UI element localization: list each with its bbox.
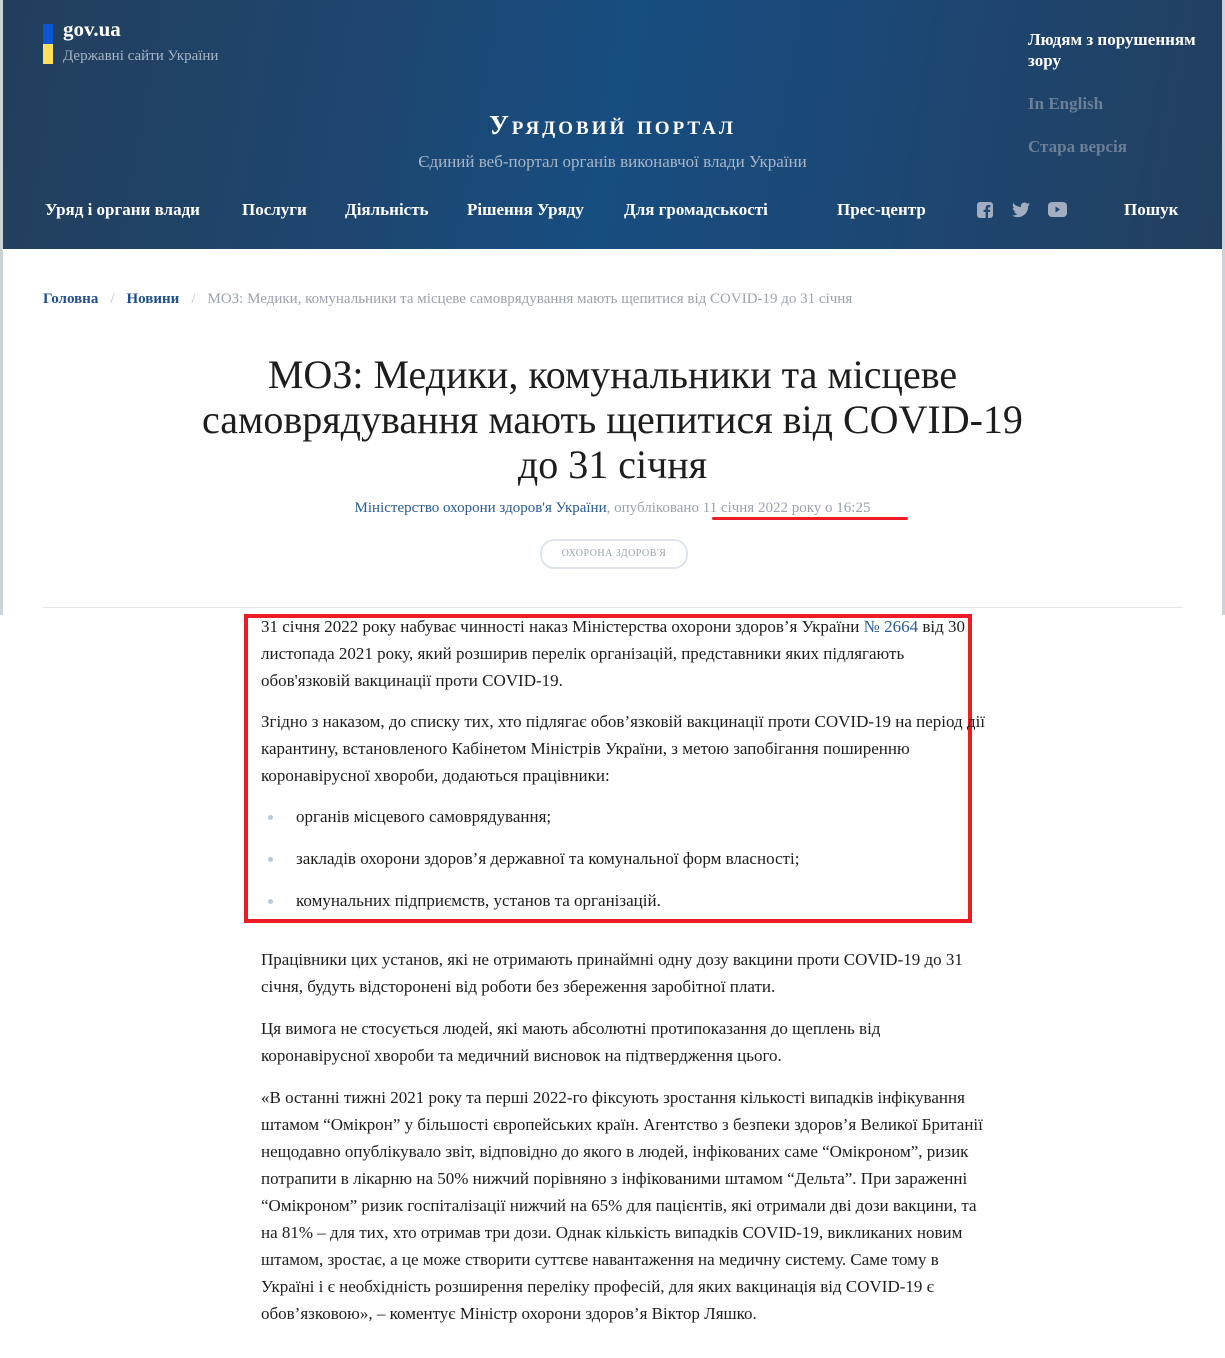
order-link[interactable]: № 2664 [863, 617, 919, 636]
paragraph-5: «В останні тижні 2021 року та перші 2022-го фіксують зростання кількості випадків інфікування штамом “Омікрон” у більшості європейських країн. Агентство з безпеки здоров’я Великої Британії нещодавно опублікувало звіт, відповідно до якого в людей, інфікованих саме “Омікроном”, ризик потрапити в лікарню на 50% нижчий порівняно з інфікованими штамом “Дельта”. При зараженні “Омікроном” ризик госпіталізації нижчий на 65% для пацієнтів, які отримали дві дози вакцини, та на 81% – для тих, хто отримав три дози. Однак кількість випадків COVID-19, викликаних новим штамом, зростає, а це може створити суттєве навантаження на медичну систему. Саме тому в Україні і є необхідність розширення переліку професій, для яких вакцинація від COVID-19 є обов’язковою», – коментує Міністр охорони здоров’я Віктор Ляшко. [261, 1088, 983, 1323]
list-item [261, 845, 991, 872]
brand-subtitle: Державні сайти України [63, 48, 219, 64]
nav-item-decisions[interactable]: Рішення Уряду [467, 200, 584, 219]
brand-name: gov.ua [63, 17, 121, 41]
english-link[interactable]: In English [1028, 94, 1104, 113]
nav-item-services[interactable]: Послуги [242, 200, 307, 219]
paragraph-4: Ця вимога не стосується людей, які мають абсолютні протипоказання до щеплень від коронавірусної хвороби та медичний висновок на підтвердження цього. [261, 1019, 881, 1065]
nav-item-government[interactable]: Уряд і органи влади [45, 200, 200, 219]
search-link[interactable]: Пошук [1124, 200, 1179, 219]
breadcrumb [43, 291, 852, 308]
breadcrumb-home[interactable]: Головна [43, 291, 99, 307]
article-body [261, 613, 991, 929]
nav-item-public[interactable]: Для громадськості [624, 200, 768, 219]
list-item-text: закладів охорони здоров’я державної та комунальної форм власності; [296, 849, 800, 868]
portal-title[interactable]: Урядовий портал [488, 110, 737, 140]
twitter-icon[interactable] [1012, 202, 1030, 220]
paragraph-2: Згідно з наказом, до списку тих, хто підлягає обов’язковій вакцинації проти COVID-19 на період дії карантину, встановленого Кабінетом Міністрів України, з метою запобігання поширенню коронавірусної хвороби, додаються працівники: [261, 712, 986, 785]
source-link[interactable]: Міністерство охорони здоров'я України [354, 500, 607, 516]
date-highlight-underline [712, 517, 908, 520]
main-nav [0, 200, 1225, 228]
list-item-text: органів місцевого самоврядування; [296, 807, 552, 826]
nav-item-press[interactable]: Прес-центр [837, 200, 926, 219]
divider [43, 607, 1183, 608]
list-item [261, 887, 991, 914]
paragraph-1 [261, 613, 991, 694]
list-item [261, 803, 991, 830]
breadcrumb-current: МОЗ: Медики, комунальники та місцеве самоврядування мають щепитися від COVID-19 до 31 січня [207, 291, 853, 307]
list-item-text: комунальних підприємств, установ та організацій. [296, 891, 661, 910]
publish-date: 11 січня 2022 року о 16:25 [702, 500, 871, 516]
youtube-icon[interactable] [1048, 202, 1066, 220]
old-version-link[interactable]: Стара версія [1028, 137, 1127, 156]
article-meta [0, 500, 1225, 517]
bullet-icon [268, 899, 273, 904]
breadcrumb-news[interactable]: Новини [126, 291, 180, 307]
category-tag[interactable]: ОХОРОНА ЗДОРОВ'Я [540, 539, 688, 569]
paragraph-1-rest: від 30 листопада 2021 року, який розширив перелік організацій, представники яких підлягають обов'язковій вакцинації проти COVID-19. [261, 617, 966, 690]
breadcrumb-separator: / [191, 291, 196, 307]
accessibility-link[interactable]: Людям з порушенням зору [1028, 30, 1196, 70]
ukraine-flag-icon [43, 24, 53, 64]
bullet-icon [268, 857, 273, 862]
nav-item-activity[interactable]: Діяльність [345, 200, 429, 219]
paragraph-3: Працівники цих установ, які не отримають принаймні одну дозу вакцини проти COVID-19 до 31 січня, будуть відсторонені від роботи без збереження заробітної плати. [261, 950, 963, 996]
page-title: МОЗ: Медики, комунальники та місцеве самоврядування мають щепитися від COVID-19 до 31 січня [202, 352, 1023, 487]
breadcrumb-separator: / [110, 291, 115, 307]
paragraph-1-text: 31 січня 2022 року набуває чинності наказ Міністерства охорони здоров’я України [261, 617, 864, 636]
portal-subtitle: Єдиний веб-портал органів виконавчої влади України [418, 152, 807, 171]
facebook-icon[interactable] [977, 202, 995, 220]
workers-list [261, 803, 991, 914]
bullet-icon [268, 815, 273, 820]
published-label: , опубліковано [606, 500, 703, 516]
